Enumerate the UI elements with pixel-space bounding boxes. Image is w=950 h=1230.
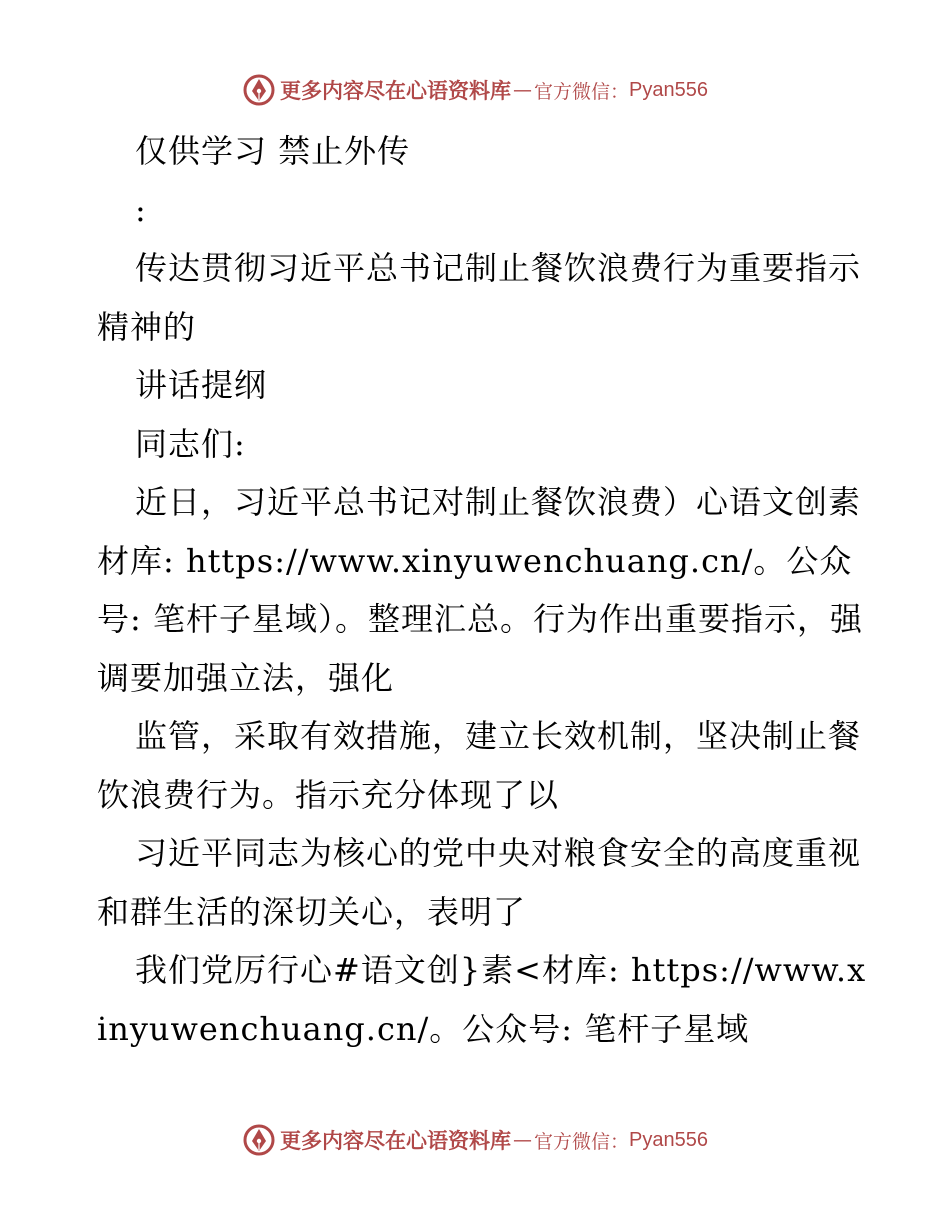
banner-separator: — (513, 1129, 532, 1151)
banner-contact-label: 官方微信： (534, 1130, 630, 1153)
banner-separator: — (513, 79, 532, 101)
paragraph-body-1: 近日，习近平总书记对制止餐饮浪费）心语文创素材库: https://www.xinyuwenchuang.cn/。公众号: 笔杆子星域）。整理汇总。行为作出重要指示，强调要加强立法，强化 (97, 483, 863, 697)
banner-contact-label: 官方微信： (534, 80, 630, 103)
header-banner (0, 70, 950, 110)
paragraph-colon: : (135, 190, 147, 229)
paragraph-restriction-notice: 仅供学习 禁止外传 (135, 132, 411, 170)
footer-banner (0, 1120, 950, 1160)
paragraph-title-line-1: 传达贯彻习近平总书记制止餐饮浪费行为重要指示精神的 (97, 249, 862, 346)
document-body (97, 122, 867, 1058)
paragraph-body-3: 习近平同志为核心的党中央对粮食安全的高度重视和群生活的深切关心，表明了 (97, 834, 862, 931)
banner-contact-id: Pyan556 (629, 1128, 708, 1151)
pen-nib-logo-icon (242, 1123, 276, 1157)
paragraph-body-4: 我们党厉行心#语文创}素<材库: https://www.xinyuwenchuang.cn/。公众号: 笔杆子星域 (97, 951, 867, 1048)
paragraph-title-line-2: 讲话提纲 (135, 366, 268, 404)
paragraph-body-2: 监管，采取有效措施，建立长效机制，坚决制止餐饮浪费行为。指示充分体现了以 (97, 717, 862, 814)
banner-site-text: 更多内容尽在心语资料库 (280, 78, 511, 103)
pen-nib-logo-icon (242, 73, 276, 107)
paragraph-salutation: 同志们: (135, 424, 246, 463)
banner-site-text: 更多内容尽在心语资料库 (280, 1128, 511, 1153)
banner-contact-id: Pyan556 (629, 78, 708, 101)
